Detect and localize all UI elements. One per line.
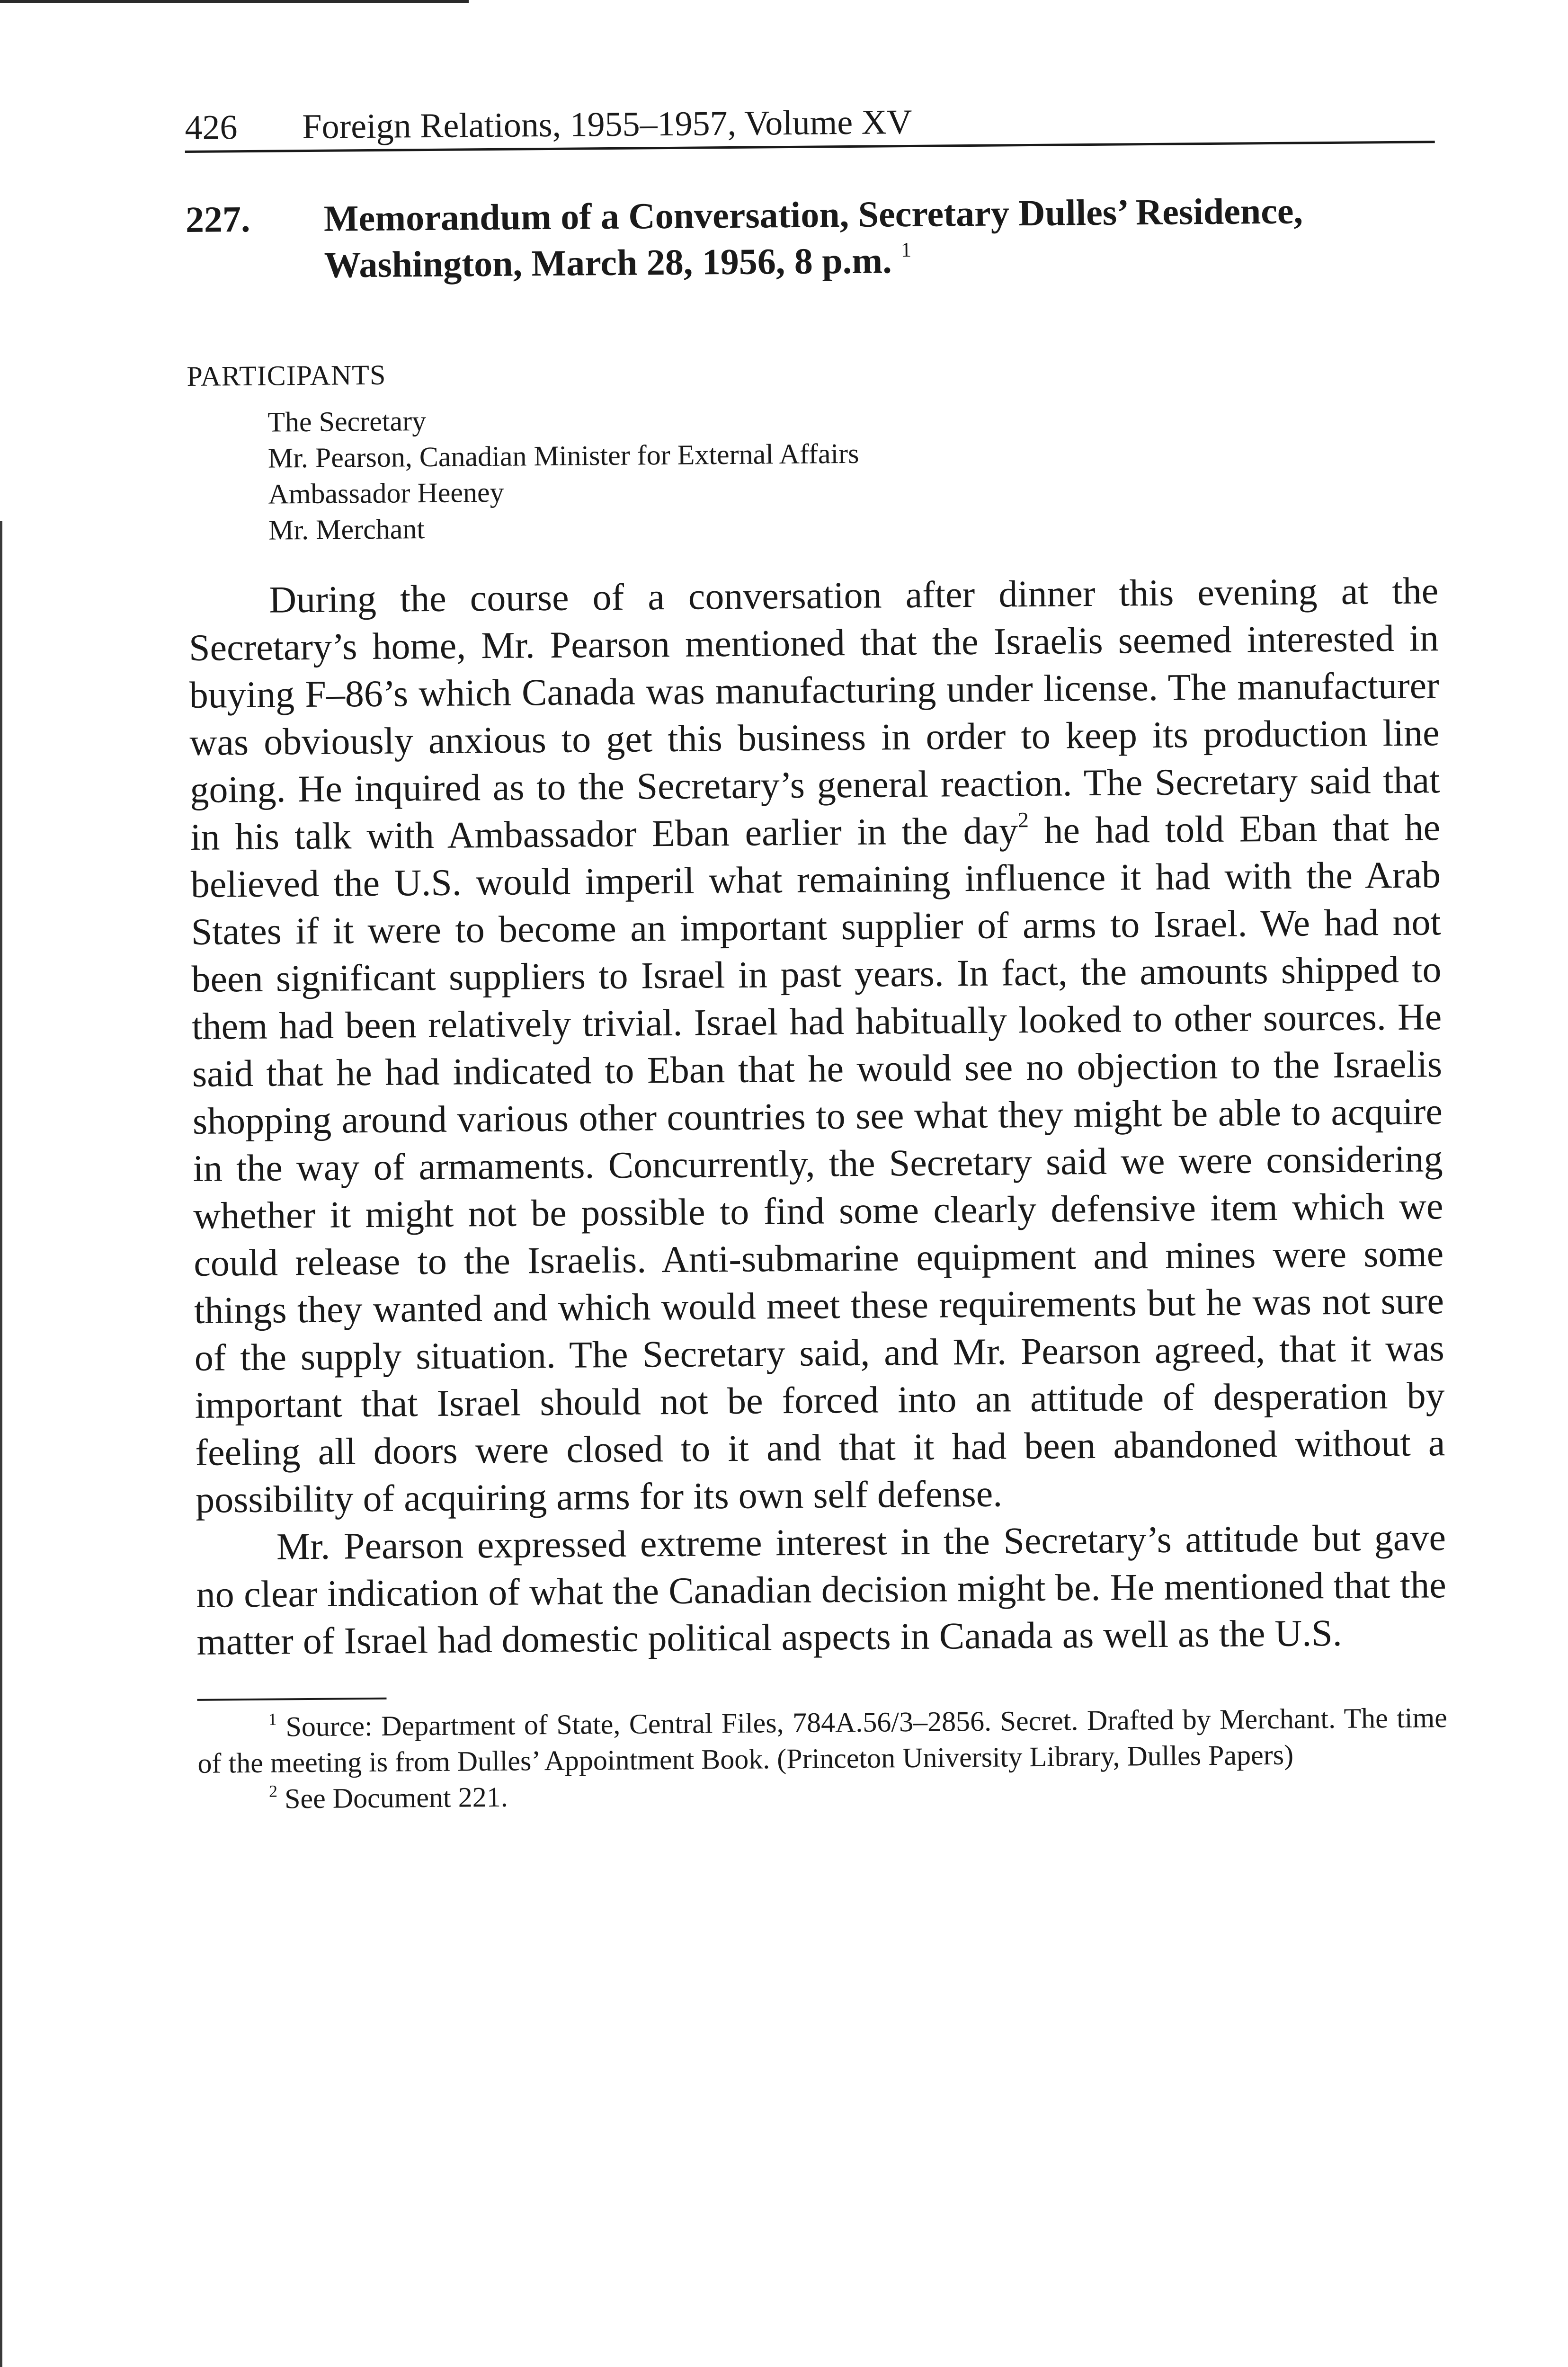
participants-list	[267, 395, 1438, 548]
document-heading	[186, 187, 1436, 291]
footnote-1	[197, 1700, 1448, 1781]
participant: Ambassador Heeney	[268, 476, 504, 510]
document-page	[185, 94, 1448, 1817]
document-title-text: Memorandum of a Conversation, Secretary Dulles’ Residence, Washington, March 28, 1956, 8 p.m.	[323, 190, 1303, 285]
running-title: Foreign Relations, 1955–1957, Volume XV	[302, 102, 912, 147]
memorandum-body	[188, 567, 1447, 1666]
participant: The Secretary	[267, 405, 427, 438]
document-number: 227.	[185, 198, 250, 240]
page-number: 426	[185, 108, 238, 147]
paragraph-1-part-b: he had told Eban that he believed the U.S. would imperil what remaining influence it had with the Arab States if it were to become an important supplier of arms to Israel. We had not been significant suppliers to Israel in past years. In fact, the amounts shipped to them had been relatively trivial. Israel had habitually looked to other sources. He said that he had indicated to Eban that he would see no objection to the Israelis shopping around various other countries to see what they might be able to acquire in the way of armaments. Concurrently, the Secretary said we were considering whether it might not be possible to find some clearly defensive item which we could release to the Israelis. Anti-submarine equipment and mines were some things they wanted and which would meet these requirements but he was not sure of the supply situation. The Secretary said, and Mr. Pearson agreed, that it was important that Israel should not be forced into an attitude of desperation by feeling all doors were closed to it and that it had been abandoned without a possibility of acquiring arms for its own self defense.	[190, 807, 1445, 1521]
paragraph-1-part-a: During the course of a conversation after dinner this evening at the Secretary’s home, Mr. Pearson mentioned that the Israelis seemed interested in buying F–86’s which Canada was manufacturing under license. The manufacturer was obviously anxious to get this business in order to keep its production line going. He inquired as to the Secretary’s general reaction. The Secretary said that in his talk with Ambassador Eban earlier in the day	[188, 570, 1440, 858]
scan-edge-line	[0, 0, 469, 3]
footnote-2-text: See Document 221.	[284, 1781, 508, 1815]
running-header	[185, 94, 1435, 151]
footnote-1-text: Source: Department of State, Central Files, 784A.56/3–2856. Secret. Drafted by Merchant. The time of the meeting is from Dulles’ Appointment Book. (Princeton University Library, Dulles Papers)	[197, 1702, 1448, 1779]
footnote-ref-1: 1	[900, 238, 912, 262]
footnote-2-marker: 2	[268, 1781, 278, 1801]
body-paragraph-1	[188, 567, 1446, 1524]
footnote-rule	[197, 1698, 386, 1701]
footnote-1-marker: 1	[268, 1709, 277, 1729]
body-paragraph-2: Mr. Pearson expressed extreme interest in the Secretary’s attitude but gave no clear indication of what the Canadian decision might be. He mentioned that the matter of Israel had domestic political aspects in Canada as well as the U.S.	[196, 1517, 1446, 1663]
participant: Mr. Pearson, Canadian Minister for External Affairs	[267, 437, 859, 474]
scan-left-edge	[0, 521, 2, 2367]
participants-label: PARTICIPANTS	[187, 359, 386, 392]
participant: Mr. Merchant	[268, 513, 425, 546]
footnotes	[197, 1700, 1448, 1817]
footnote-ref-2: 2	[1017, 808, 1029, 832]
document-title	[324, 187, 1432, 288]
